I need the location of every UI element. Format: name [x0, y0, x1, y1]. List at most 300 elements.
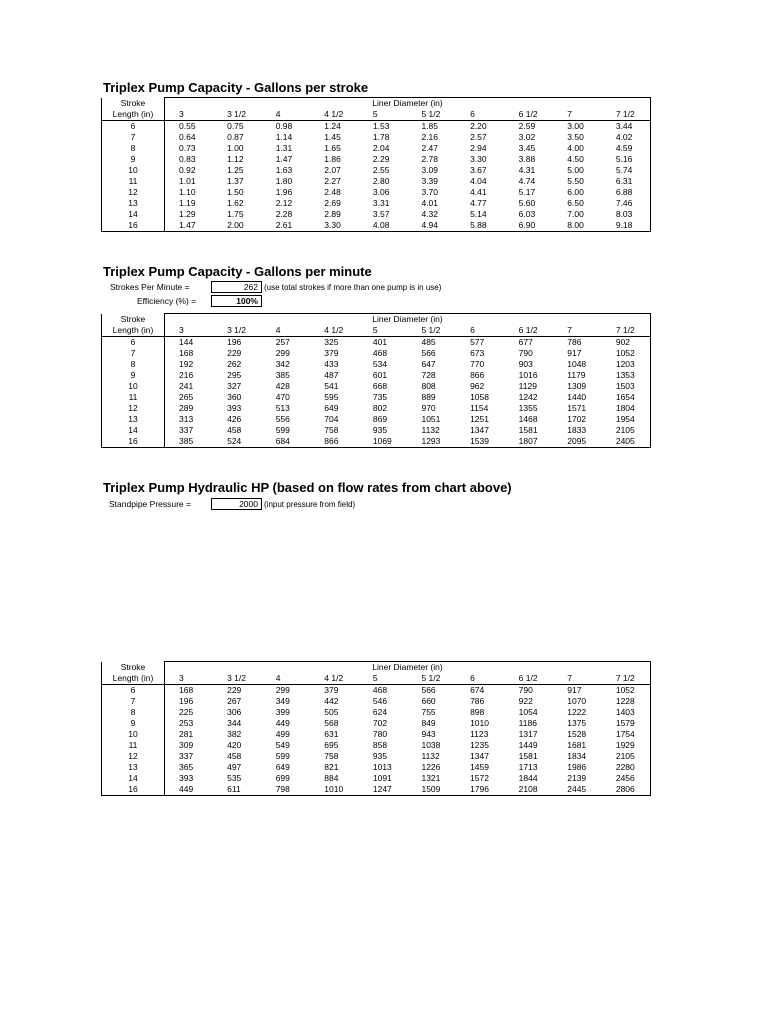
liner-size-header: 5: [359, 109, 408, 121]
value-cell: 673: [470, 348, 485, 358]
stroke-length-cell: 10: [102, 381, 165, 392]
value-cell: 2.69: [324, 198, 341, 208]
value-cell: 902: [602, 337, 651, 349]
value-cell: 695: [324, 740, 339, 750]
value-cell: 2.55: [372, 165, 390, 175]
table-row: [102, 707, 651, 718]
table-row: [102, 381, 651, 392]
value-cell: 468: [372, 348, 388, 358]
value-cell: 1069: [359, 436, 408, 448]
value-cell: 1503: [602, 381, 651, 392]
value-cell: 1528: [567, 729, 587, 739]
value-cell: 4.94: [407, 220, 456, 232]
value-cell: 1.14: [275, 132, 293, 142]
stroke-length-cell: 9: [102, 154, 165, 165]
value-cell: 595: [324, 392, 339, 402]
value-cell: 1.78: [372, 132, 390, 142]
value-cell: 1954: [602, 414, 651, 425]
value-cell: 1.37: [227, 176, 244, 186]
stroke-length-cell: 12: [102, 187, 165, 198]
liner-size-header: 7: [553, 325, 602, 337]
value-cell: 2456: [602, 773, 651, 784]
value-cell: 449: [275, 718, 290, 728]
liner-size-header: 5 1/2: [407, 325, 456, 337]
stroke-length-cell: 14: [102, 773, 165, 784]
value-cell: 1.63: [275, 165, 293, 175]
liner-size-header: 6 1/2: [505, 673, 554, 685]
table-row: [102, 154, 651, 165]
value-cell: 735: [372, 392, 388, 402]
liner-size-header: 7 1/2: [602, 673, 651, 685]
value-cell: 1572: [470, 773, 489, 783]
value-cell: 866: [470, 370, 485, 380]
value-cell: 3.57: [372, 209, 390, 219]
table-row: [102, 392, 651, 403]
value-cell: 2105: [602, 751, 651, 762]
value-cell: 1251: [470, 414, 489, 424]
value-cell: 6.90: [505, 220, 554, 232]
liner-diameter-header: Liner Diameter (in): [165, 662, 651, 674]
liner-size-header: 3: [165, 325, 214, 337]
stroke-length-cell: 10: [102, 729, 165, 740]
value-cell: 253: [179, 718, 194, 728]
table-hydraulic-hp: [101, 661, 651, 796]
value-cell: 360: [227, 392, 242, 402]
value-cell: 385: [275, 370, 290, 380]
value-cell: 1203: [602, 359, 651, 370]
value-cell: 433: [324, 359, 339, 369]
value-cell: 2445: [553, 784, 602, 796]
value-cell: 497: [227, 762, 242, 772]
value-cell: 0.98: [275, 121, 293, 131]
standpipe-pressure-label: Standpipe Pressure =: [109, 499, 191, 509]
value-cell: 1242: [518, 392, 538, 402]
table-row: [102, 762, 651, 773]
stroke-length-cell: 9: [102, 370, 165, 381]
value-cell: 1132: [421, 425, 440, 435]
value-cell: 858: [372, 740, 388, 750]
value-cell: 393: [179, 773, 194, 783]
value-cell: 1713: [518, 762, 538, 772]
stroke-length-cell: 13: [102, 762, 165, 773]
value-cell: 2.80: [372, 176, 390, 186]
value-cell: 8.03: [602, 209, 651, 220]
value-cell: 566: [421, 685, 436, 695]
value-cell: 668: [372, 381, 388, 391]
value-cell: 3.30: [310, 220, 359, 232]
stroke-length-cell: 12: [102, 751, 165, 762]
value-cell: 2.78: [421, 154, 439, 164]
stroke-length-cell: 13: [102, 414, 165, 425]
value-cell: 566: [421, 348, 436, 358]
liner-size-header: 6 1/2: [505, 109, 554, 121]
value-cell: 458: [227, 751, 242, 761]
value-cell: 2095: [553, 436, 602, 448]
table-row: [102, 773, 651, 784]
value-cell: 2.28: [275, 209, 293, 219]
value-cell: 549: [275, 740, 290, 750]
liner-size-header: 3: [165, 109, 214, 121]
value-cell: 631: [324, 729, 339, 739]
value-cell: 2.89: [324, 209, 341, 219]
value-cell: 2.27: [324, 176, 341, 186]
value-cell: 379: [324, 348, 339, 358]
liner-size-header: 7: [553, 109, 602, 121]
value-cell: 5.60: [518, 198, 536, 208]
value-cell: 225: [179, 707, 194, 717]
table-row: [102, 751, 651, 762]
value-cell: 3.39: [421, 176, 439, 186]
value-cell: 2.20: [470, 121, 487, 131]
value-cell: 780: [372, 729, 388, 739]
value-cell: 393: [227, 403, 242, 413]
value-cell: 2.48: [324, 187, 341, 197]
strokes-per-minute-label: Strokes Per Minute =: [110, 282, 190, 292]
header-row-liners: [102, 325, 651, 337]
table-row: [102, 784, 651, 796]
value-cell: 1.31: [275, 143, 293, 153]
value-cell: 0.64: [179, 132, 196, 142]
value-cell: 144: [179, 337, 194, 347]
value-cell: 3.45: [518, 143, 536, 153]
value-cell: 3.88: [518, 154, 536, 164]
value-cell: 599: [275, 425, 290, 435]
liner-size-header: 4: [262, 673, 311, 685]
value-cell: 289: [179, 403, 194, 413]
table-row: [102, 198, 651, 209]
value-cell: 917: [567, 685, 582, 695]
header-row-top: [102, 98, 651, 110]
liner-size-header: 4 1/2: [310, 325, 359, 337]
liner-size-header: 4: [262, 325, 311, 337]
value-cell: 1.00: [227, 143, 244, 153]
value-cell: 401: [372, 337, 388, 347]
value-cell: 3.50: [567, 132, 584, 142]
value-cell: 790: [518, 685, 533, 695]
value-cell: 2.57: [470, 132, 487, 142]
value-cell: 241: [179, 381, 194, 391]
value-cell: 4.02: [602, 132, 651, 143]
stroke-length-cell: 11: [102, 740, 165, 751]
table-row: [102, 165, 651, 176]
value-cell: 866: [310, 436, 359, 448]
stroke-length-cell: 10: [102, 165, 165, 176]
value-cell: 1321: [421, 773, 441, 783]
value-cell: 458: [227, 425, 242, 435]
value-cell: 442: [324, 696, 339, 706]
value-cell: 309: [179, 740, 194, 750]
liner-diameter-header: Liner Diameter (in): [165, 98, 651, 110]
table-row: [102, 436, 651, 448]
value-cell: 337: [179, 751, 194, 761]
value-cell: 379: [324, 685, 339, 695]
value-cell: 327: [227, 381, 242, 391]
value-cell: 4.41: [470, 187, 487, 197]
value-cell: 1.24: [324, 121, 341, 131]
stroke-length-cell: 8: [102, 707, 165, 718]
liner-size-header: 6 1/2: [505, 325, 554, 337]
value-cell: 192: [179, 359, 194, 369]
standpipe-pressure-input[interactable]: 2000: [211, 498, 262, 510]
value-cell: 624: [372, 707, 388, 717]
value-cell: 5.50: [567, 176, 584, 186]
value-cell: 660: [421, 696, 436, 706]
value-cell: 6.03: [518, 209, 536, 219]
value-cell: 4.08: [359, 220, 408, 232]
liner-size-header: 7: [553, 673, 602, 685]
value-cell: 1.45: [324, 132, 341, 142]
value-cell: 1579: [602, 718, 651, 729]
value-cell: 1247: [359, 784, 408, 796]
value-cell: 684: [262, 436, 311, 448]
value-cell: 1058: [470, 392, 489, 402]
value-cell: 577: [470, 337, 485, 347]
value-cell: 468: [372, 685, 388, 695]
value-cell: 935: [372, 751, 388, 761]
value-cell: 970: [421, 403, 436, 413]
stroke-length-cell: 8: [102, 359, 165, 370]
liner-size-header: 3 1/2: [213, 109, 262, 121]
liner-size-header: 6: [456, 325, 505, 337]
value-cell: 349: [275, 696, 290, 706]
value-cell: 1375: [567, 718, 587, 728]
liner-size-header: 7 1/2: [602, 325, 651, 337]
value-cell: 4.32: [421, 209, 439, 219]
value-cell: 267: [227, 696, 242, 706]
value-cell: 1010: [470, 718, 489, 728]
length-header: Length (in): [102, 325, 165, 337]
value-cell: 1.47: [165, 220, 214, 232]
value-cell: 168: [179, 685, 194, 695]
stroke-length-cell: 16: [102, 784, 165, 796]
value-cell: 535: [227, 773, 242, 783]
table-row: [102, 348, 651, 359]
value-cell: 1681: [567, 740, 587, 750]
stroke-length-cell: 9: [102, 718, 165, 729]
value-cell: 798: [262, 784, 311, 796]
value-cell: 499: [275, 729, 290, 739]
value-cell: 534: [372, 359, 388, 369]
stroke-length-cell: 6: [102, 337, 165, 349]
table-row: [102, 403, 651, 414]
value-cell: 2.07: [324, 165, 341, 175]
value-cell: 449: [165, 784, 214, 796]
table-row: [102, 220, 651, 232]
value-cell: 4.50: [567, 154, 584, 164]
value-cell: 1052: [602, 685, 651, 697]
value-cell: 3.70: [421, 187, 439, 197]
value-cell: 1796: [456, 784, 505, 796]
efficiency-label: Efficiency (%) =: [137, 296, 197, 306]
value-cell: 295: [227, 370, 242, 380]
liner-size-header: 5 1/2: [407, 109, 456, 121]
value-cell: 382: [227, 729, 242, 739]
stroke-length-cell: 7: [102, 132, 165, 143]
value-cell: 546: [372, 696, 388, 706]
value-cell: 2.12: [275, 198, 293, 208]
stroke-length-cell: 13: [102, 198, 165, 209]
value-cell: 1449: [518, 740, 538, 750]
table-gallons-per-minute: [101, 313, 651, 448]
value-cell: 943: [421, 729, 436, 739]
value-cell: 884: [324, 773, 339, 783]
value-cell: 2105: [602, 425, 651, 436]
value-cell: 1509: [407, 784, 456, 796]
value-cell: 399: [275, 707, 290, 717]
stroke-length-cell: 11: [102, 176, 165, 187]
liner-size-header: 6: [456, 109, 505, 121]
value-cell: 2.00: [213, 220, 262, 232]
stroke-length-cell: 11: [102, 392, 165, 403]
value-cell: 903: [518, 359, 533, 369]
value-cell: 1048: [567, 359, 587, 369]
stroke-length-cell: 14: [102, 425, 165, 436]
value-cell: 2.16: [421, 132, 439, 142]
value-cell: 229: [227, 348, 242, 358]
value-cell: 0.83: [179, 154, 196, 164]
value-cell: 1347: [470, 425, 489, 435]
value-cell: 1539: [456, 436, 505, 448]
value-cell: 4.00: [567, 143, 584, 153]
value-cell: 8.00: [553, 220, 602, 232]
stroke-length-cell: 14: [102, 209, 165, 220]
liner-size-header: 7 1/2: [602, 109, 651, 121]
table-row: [102, 729, 651, 740]
efficiency-input[interactable]: 100%: [211, 295, 262, 307]
value-cell: 1.47: [275, 154, 293, 164]
value-cell: 0.75: [227, 121, 244, 131]
value-cell: 0.73: [179, 143, 196, 153]
value-cell: 1052: [602, 348, 651, 359]
value-cell: 821: [324, 762, 339, 772]
stroke-length-cell: 16: [102, 220, 165, 232]
value-cell: 524: [213, 436, 262, 448]
value-cell: 601: [372, 370, 388, 380]
value-cell: 3.31: [372, 198, 390, 208]
value-cell: 1.96: [275, 187, 293, 197]
value-cell: 541: [324, 381, 339, 391]
value-cell: 7.00: [567, 209, 584, 219]
stroke-length-cell: 16: [102, 436, 165, 448]
value-cell: 2.29: [372, 154, 390, 164]
value-cell: 9.18: [602, 220, 651, 232]
value-cell: 1986: [567, 762, 587, 772]
value-cell: 428: [275, 381, 290, 391]
header-row-liners: [102, 109, 651, 121]
value-cell: 1355: [518, 403, 538, 413]
table-row: [102, 718, 651, 729]
value-cell: 299: [275, 685, 290, 695]
table-row: [102, 176, 651, 187]
stroke-length-cell: 8: [102, 143, 165, 154]
value-cell: 0.87: [227, 132, 244, 142]
value-cell: 420: [227, 740, 242, 750]
value-cell: 704: [324, 414, 339, 424]
value-cell: 4.59: [602, 143, 651, 154]
standpipe-pressure-note: (input pressure from field): [264, 500, 356, 509]
value-cell: 385: [165, 436, 214, 448]
value-cell: 1.19: [179, 198, 196, 208]
value-cell: 1834: [567, 751, 587, 761]
value-cell: 1929: [602, 740, 651, 751]
value-cell: 1.29: [179, 209, 196, 219]
stroke-header: Stroke: [102, 662, 165, 674]
value-cell: 1179: [567, 370, 586, 380]
value-cell: 3.06: [372, 187, 390, 197]
header-row-top: [102, 314, 651, 326]
liner-size-header: 3 1/2: [213, 673, 262, 685]
value-cell: 3.00: [567, 121, 584, 131]
value-cell: 487: [324, 370, 339, 380]
value-cell: 1.65: [324, 143, 341, 153]
value-cell: 758: [324, 751, 339, 761]
value-cell: 917: [567, 348, 582, 358]
value-cell: 1016: [518, 370, 538, 380]
value-cell: 802: [372, 403, 388, 413]
value-cell: 299: [275, 348, 290, 358]
value-cell: 337: [179, 425, 194, 435]
value-cell: 1154: [470, 403, 489, 413]
value-cell: 4.04: [470, 176, 487, 186]
value-cell: 1054: [518, 707, 538, 717]
value-cell: 2.04: [372, 143, 390, 153]
value-cell: 1754: [602, 729, 651, 740]
value-cell: 1353: [602, 370, 651, 381]
value-cell: 1440: [567, 392, 587, 402]
liner-size-header: 5: [359, 673, 408, 685]
stroke-header: Stroke: [102, 98, 165, 110]
value-cell: 790: [518, 348, 533, 358]
stroke-length-cell: 6: [102, 121, 165, 133]
value-cell: 325: [324, 337, 339, 347]
value-cell: 649: [275, 762, 290, 772]
value-cell: 1571: [567, 403, 587, 413]
value-cell: 5.17: [518, 187, 536, 197]
length-header: Length (in): [102, 109, 165, 121]
value-cell: 808: [421, 381, 436, 391]
liner-size-header: 4 1/2: [310, 109, 359, 121]
value-cell: 426: [227, 414, 242, 424]
value-cell: 5.88: [456, 220, 505, 232]
value-cell: 342: [275, 359, 290, 369]
value-cell: 1051: [421, 414, 441, 424]
value-cell: 470: [275, 392, 290, 402]
value-cell: 216: [179, 370, 194, 380]
table-row: [102, 209, 651, 220]
value-cell: 758: [324, 425, 339, 435]
value-cell: 3.67: [470, 165, 487, 175]
stroke-length-cell: 7: [102, 348, 165, 359]
value-cell: 962: [470, 381, 485, 391]
value-cell: 1702: [567, 414, 587, 424]
value-cell: 1.01: [179, 176, 196, 186]
section-title-hydraulic-hp: Triplex Pump Hydraulic HP (based on flow rates from chart above): [103, 480, 512, 495]
value-cell: 1091: [372, 773, 392, 783]
value-cell: 3.44: [602, 121, 651, 133]
value-cell: 2.94: [470, 143, 487, 153]
value-cell: 1.62: [227, 198, 244, 208]
value-cell: 1581: [518, 751, 538, 761]
value-cell: 556: [275, 414, 290, 424]
value-cell: 702: [372, 718, 388, 728]
table-row: [102, 187, 651, 198]
value-cell: 0.55: [179, 121, 196, 131]
value-cell: 1013: [372, 762, 392, 772]
value-cell: 1222: [567, 707, 587, 717]
value-cell: 1123: [470, 729, 489, 739]
strokes-per-minute-input[interactable]: 262: [211, 281, 262, 293]
value-cell: 1654: [602, 392, 651, 403]
